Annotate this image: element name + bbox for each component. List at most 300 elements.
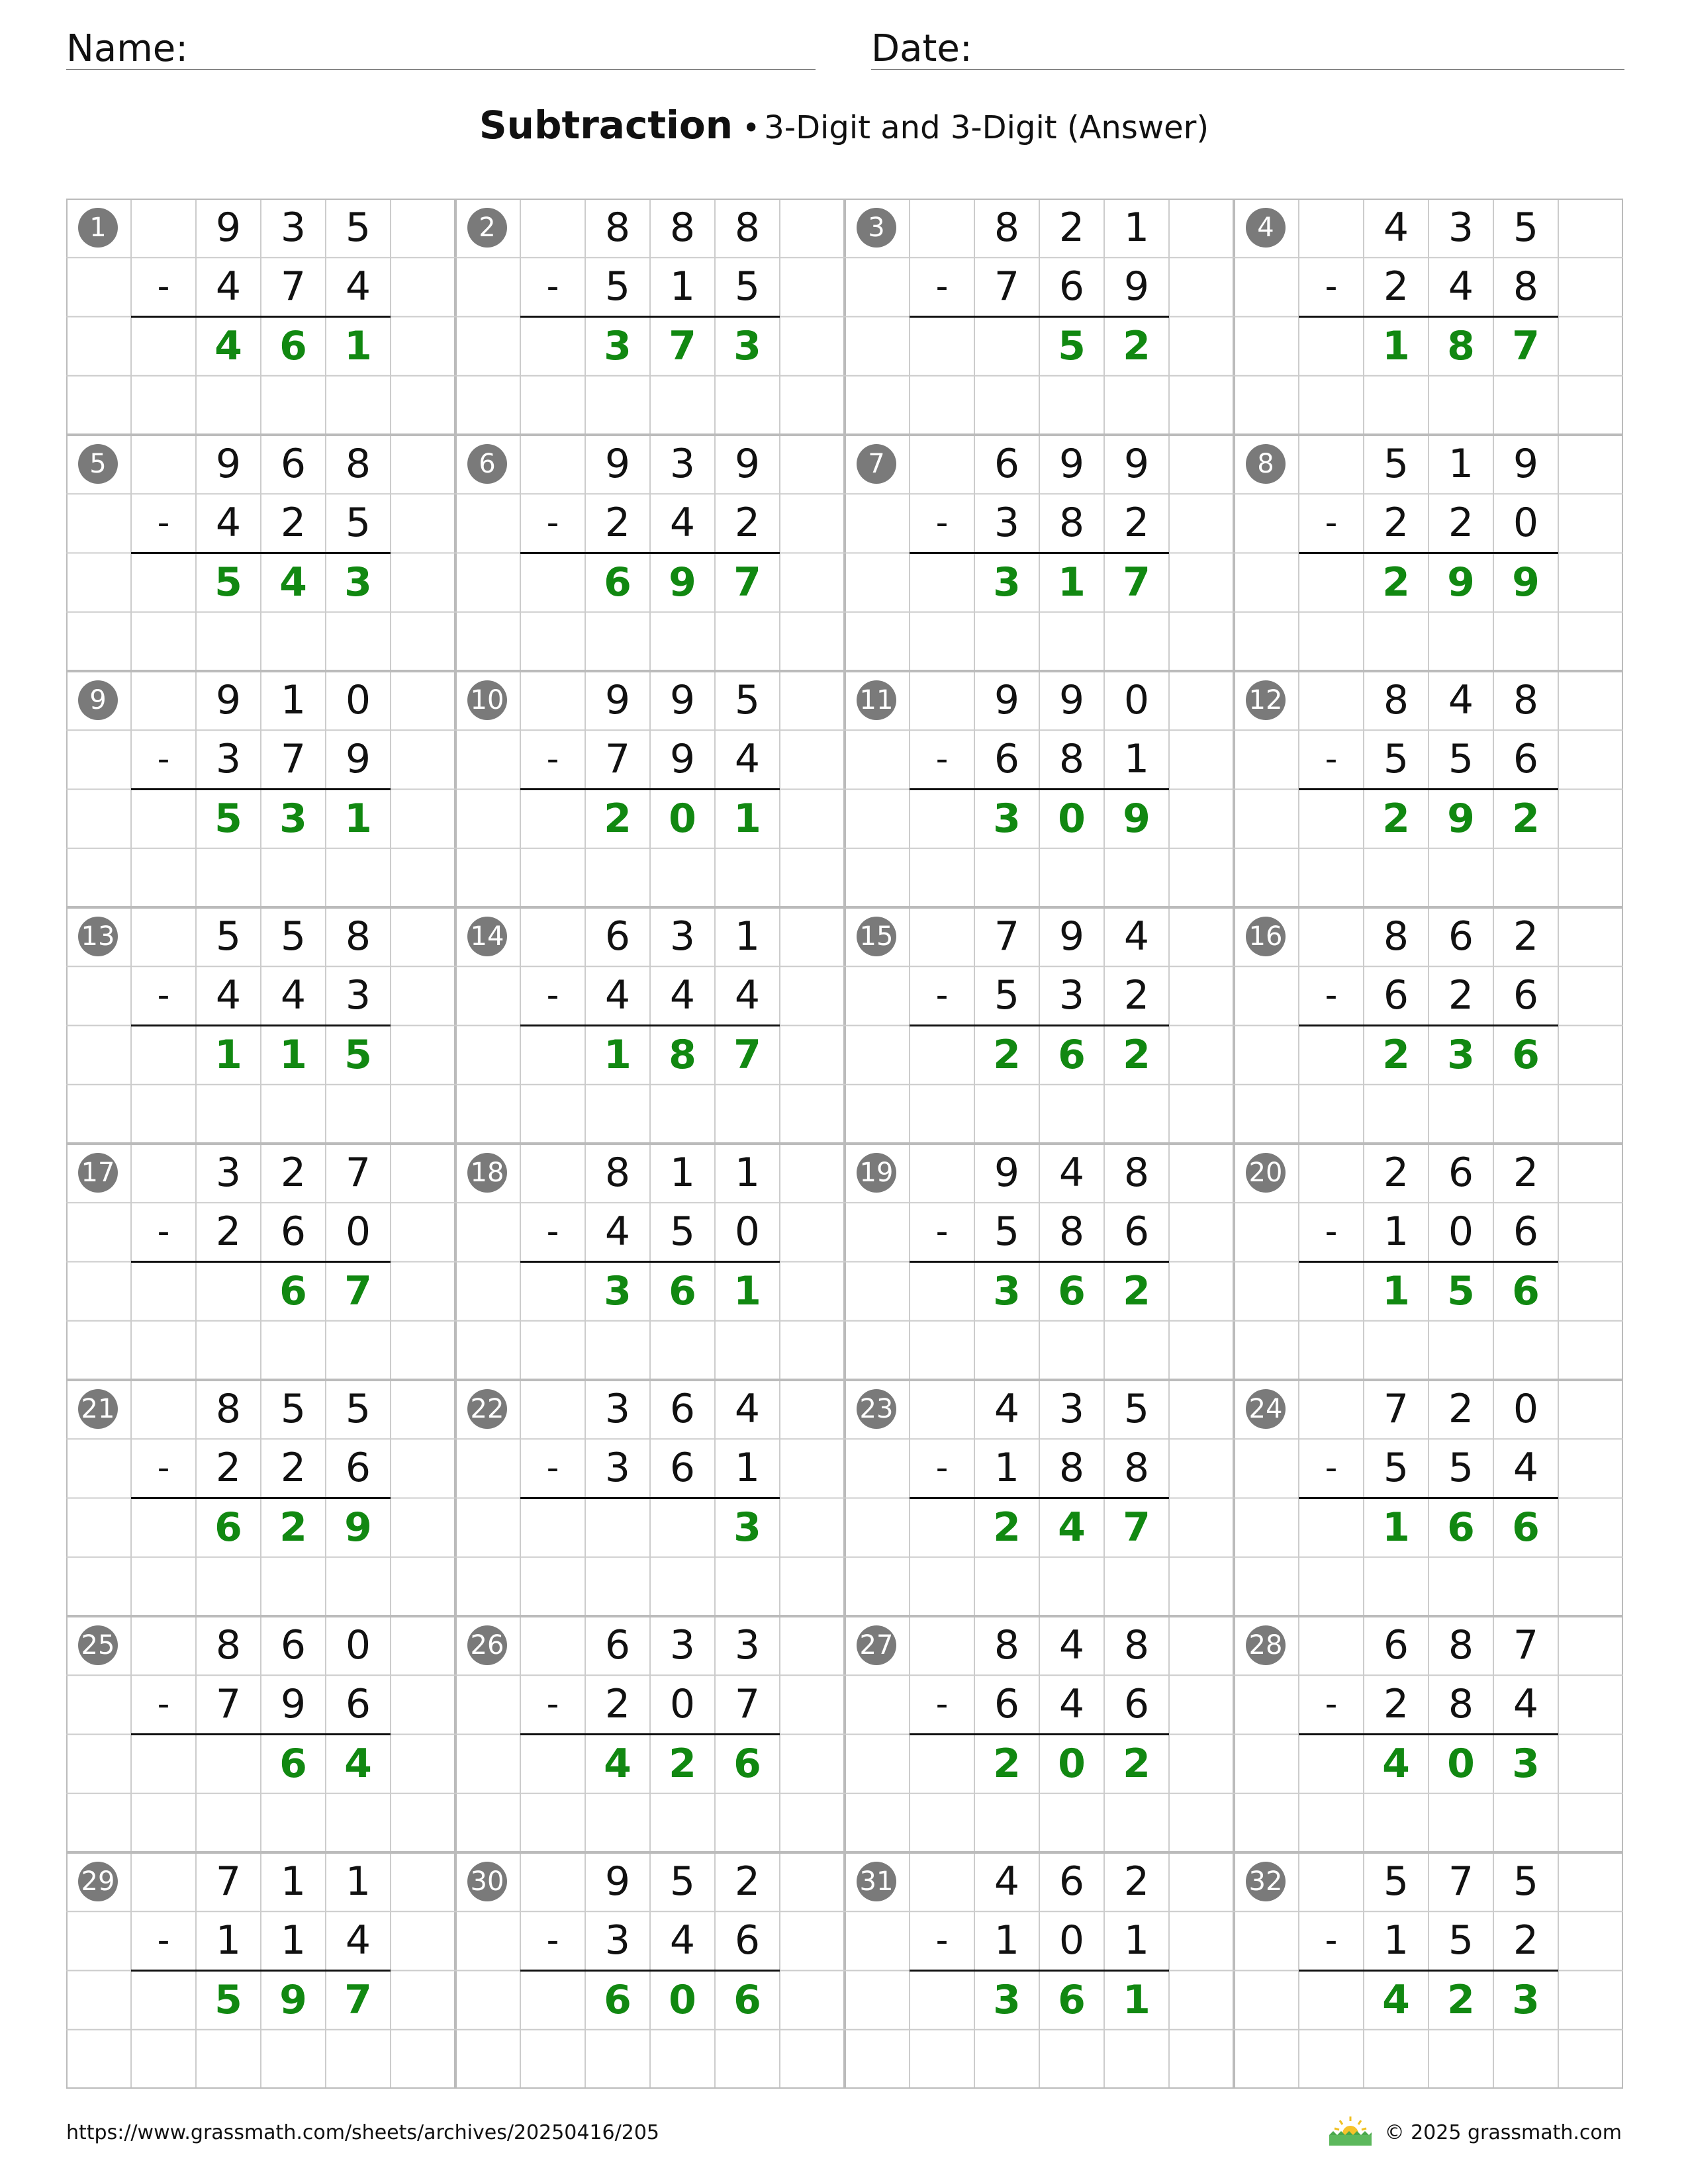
- answer-digit: 0: [669, 795, 696, 842]
- subtrahend-digit: 6: [994, 736, 1020, 783]
- minuend-digit: 8: [345, 913, 371, 960]
- subtrahend-digit: 1: [280, 1917, 306, 1964]
- minuend-digit: 8: [1448, 1622, 1474, 1668]
- answer-digit: 6: [1058, 1267, 1086, 1314]
- subtrahend-digit: 4: [1058, 1681, 1085, 1728]
- subtrahend-digit: 0: [345, 1208, 371, 1255]
- minuend-digit: 8: [994, 205, 1020, 251]
- problem-number-badge: 2: [467, 208, 507, 248]
- minuend-digit: 9: [215, 205, 242, 251]
- answer-digit: 2: [669, 1740, 696, 1787]
- answer-digit: 7: [1123, 1504, 1150, 1551]
- subtrahend-digit: 0: [669, 1681, 696, 1728]
- problem-number-badge: 13: [78, 917, 118, 956]
- minuend-digit: 1: [280, 677, 306, 723]
- answer-digit: 2: [993, 1504, 1021, 1551]
- subtrahend-digit: 6: [1383, 972, 1409, 1019]
- subtrahend-digit: 2: [1383, 263, 1409, 310]
- subtrahend-digit: 7: [280, 736, 306, 783]
- answer-digit: 6: [1447, 1504, 1475, 1551]
- subtrahend-digit: 5: [669, 1208, 696, 1255]
- subtrahend-digit: 5: [994, 972, 1020, 1019]
- answer-digit: 6: [1512, 1267, 1540, 1314]
- subtrahend-digit: 1: [994, 1445, 1020, 1492]
- page-title: [0, 103, 1688, 148]
- problem-number-badge: 14: [467, 917, 507, 956]
- answer-digit: 1: [604, 1031, 632, 1078]
- minus-sign: -: [157, 1684, 170, 1725]
- subtrahend-digit: 0: [1058, 1917, 1085, 1964]
- minuend-digit: 3: [669, 441, 696, 487]
- subtrahend-digit: 8: [1058, 736, 1085, 783]
- answer-digit: 4: [1382, 1740, 1410, 1787]
- subtrahend-digit: 1: [1123, 1917, 1150, 1964]
- subtrahend-digit: 4: [669, 500, 696, 547]
- minus-sign: -: [1325, 1921, 1338, 1961]
- subtrahend-digit: 4: [1448, 263, 1474, 310]
- subtrahend-digit: 3: [604, 1917, 631, 1964]
- answer-digit: 6: [669, 1267, 696, 1314]
- answer-digit: 3: [344, 559, 372, 606]
- problem-number-badge: 7: [857, 444, 896, 484]
- answer-digit: 4: [214, 322, 242, 369]
- answer-digit: 4: [1058, 1504, 1086, 1551]
- minus-sign: -: [546, 976, 559, 1016]
- subtrahend-digit: 0: [1448, 1208, 1474, 1255]
- answer-digit: 2: [1447, 1976, 1475, 2023]
- answer-digit: 5: [214, 559, 242, 606]
- minuend-digit: 5: [215, 913, 242, 960]
- minuend-digit: 7: [345, 1150, 371, 1196]
- minus-sign: -: [1325, 267, 1338, 307]
- answer-digit: 6: [214, 1504, 242, 1551]
- answer-digit: 2: [1382, 559, 1410, 606]
- answer-digit: 3: [1512, 1740, 1540, 1787]
- subtrahend-digit: 1: [994, 1917, 1020, 1964]
- answer-digit: 7: [1123, 559, 1150, 606]
- problem-number-badge: 25: [78, 1625, 118, 1665]
- footer-copyright: © 2025 grassmath.com: [1384, 2121, 1622, 2144]
- answer-digit: 1: [1382, 1267, 1410, 1314]
- minuend-digit: 1: [280, 1858, 306, 1905]
- answer-digit: 6: [1512, 1504, 1540, 1551]
- answer-digit: 0: [669, 1976, 696, 2023]
- subtrahend-digit: 1: [1383, 1208, 1409, 1255]
- subtrahend-digit: 6: [1513, 972, 1539, 1019]
- answer-digit: 2: [1123, 322, 1150, 369]
- minus-sign: -: [157, 1212, 170, 1252]
- minuend-digit: 8: [604, 205, 631, 251]
- minuend-digit: 2: [1123, 1858, 1150, 1905]
- minuend-digit: 5: [1383, 441, 1409, 487]
- minuend-digit: 8: [1123, 1622, 1150, 1668]
- minus-sign: -: [935, 976, 949, 1016]
- subtrahend-digit: 3: [994, 500, 1020, 547]
- subtrahend-digit: 1: [669, 263, 696, 310]
- subtrahend-digit: 3: [1058, 972, 1085, 1019]
- minuend-digit: 2: [1058, 205, 1085, 251]
- subtrahend-digit: 9: [280, 1681, 306, 1728]
- answer-digit: 6: [1058, 1031, 1086, 1078]
- answer-digit: 2: [1123, 1031, 1150, 1078]
- minuend-digit: 6: [604, 1622, 631, 1668]
- minuend-digit: 1: [669, 1150, 696, 1196]
- minuend-digit: 9: [1058, 913, 1085, 960]
- name-field[interactable]: [66, 24, 816, 70]
- subtrahend-digit: 3: [215, 736, 242, 783]
- subtrahend-digit: 7: [604, 736, 631, 783]
- minus-sign: -: [935, 739, 949, 780]
- answer-digit: 3: [733, 322, 761, 369]
- minuend-digit: 5: [1383, 1858, 1409, 1905]
- answer-digit: 1: [344, 322, 372, 369]
- minuend-digit: 5: [669, 1858, 696, 1905]
- minus-sign: -: [1325, 1684, 1338, 1725]
- problem-number-badge: 17: [78, 1153, 118, 1193]
- date-field[interactable]: [871, 24, 1624, 70]
- minus-sign: -: [546, 503, 559, 543]
- answer-digit: 1: [214, 1031, 242, 1078]
- answer-digit: 6: [733, 1976, 761, 2023]
- minus-sign: -: [935, 503, 949, 543]
- minuend-digit: 9: [669, 677, 696, 723]
- problem-number-badge: 18: [467, 1153, 507, 1193]
- minus-sign: -: [157, 1448, 170, 1488]
- subtrahend-digit: 4: [734, 736, 761, 783]
- minuend-digit: 2: [1448, 1386, 1474, 1432]
- subtrahend-digit: 2: [280, 1445, 306, 1492]
- answer-digit: 9: [1447, 559, 1475, 606]
- problem-number-badge: 19: [857, 1153, 896, 1193]
- minus-sign: -: [935, 1212, 949, 1252]
- minuend-digit: 4: [1123, 913, 1150, 960]
- answer-digit: 9: [344, 1504, 372, 1551]
- answer-digit: 9: [1123, 795, 1150, 842]
- problem-number-badge: 20: [1246, 1153, 1286, 1193]
- answer-digit: 1: [1382, 322, 1410, 369]
- subtrahend-digit: 2: [1513, 1917, 1539, 1964]
- answer-digit: 0: [1058, 1740, 1086, 1787]
- minuend-digit: 7: [215, 1858, 242, 1905]
- minus-sign: -: [935, 1448, 949, 1488]
- subtrahend-digit: 8: [1513, 263, 1539, 310]
- subtrahend-digit: 2: [1123, 972, 1150, 1019]
- minuend-digit: 8: [1123, 1150, 1150, 1196]
- subtrahend-digit: 6: [345, 1445, 371, 1492]
- answer-digit: 7: [1512, 322, 1540, 369]
- answer-digit: 8: [669, 1031, 696, 1078]
- minus-sign: -: [157, 503, 170, 543]
- minuend-digit: 2: [1383, 1150, 1409, 1196]
- minuend-digit: 9: [604, 677, 631, 723]
- subtrahend-digit: 5: [345, 500, 371, 547]
- subtrahend-digit: 4: [280, 972, 306, 1019]
- answer-digit: 1: [1058, 559, 1086, 606]
- minuend-digit: 4: [1448, 677, 1474, 723]
- answer-digit: 3: [993, 1267, 1021, 1314]
- minuend-digit: 6: [1058, 1858, 1085, 1905]
- minuend-digit: 7: [994, 913, 1020, 960]
- problem-number-badge: 10: [467, 680, 507, 720]
- minus-sign: -: [935, 267, 949, 307]
- answer-digit: 2: [1123, 1740, 1150, 1787]
- answer-digit: 3: [1512, 1976, 1540, 2023]
- minus-sign: -: [1325, 503, 1338, 543]
- answer-digit: 7: [344, 1267, 372, 1314]
- subtrahend-digit: 8: [1058, 500, 1085, 547]
- problem-number-badge: 9: [78, 680, 118, 720]
- minus-sign: -: [935, 1921, 949, 1961]
- minuend-digit: 5: [734, 677, 761, 723]
- minuend-digit: 8: [604, 1150, 631, 1196]
- minuend-digit: 3: [734, 1622, 761, 1668]
- minuend-digit: 9: [994, 677, 1020, 723]
- subtrahend-digit: 1: [215, 1917, 242, 1964]
- subtrahend-digit: 6: [669, 1445, 696, 1492]
- subtrahend-digit: 6: [1513, 1208, 1539, 1255]
- subtrahend-digit: 2: [1448, 500, 1474, 547]
- minuend-digit: 5: [280, 913, 306, 960]
- minuend-digit: 2: [1513, 913, 1539, 960]
- minuend-digit: 9: [1058, 441, 1085, 487]
- minuend-digit: 6: [280, 441, 306, 487]
- minuend-digit: 8: [734, 205, 761, 251]
- minuend-digit: 1: [1448, 441, 1474, 487]
- problem-number-badge: 23: [857, 1389, 896, 1429]
- minuend-digit: 8: [345, 441, 371, 487]
- minuend-digit: 9: [734, 441, 761, 487]
- subtrahend-digit: 6: [1513, 736, 1539, 783]
- answer-digit: 2: [1512, 795, 1540, 842]
- minuend-digit: 4: [1383, 205, 1409, 251]
- minuend-digit: 5: [1513, 1858, 1539, 1905]
- minuend-digit: 8: [994, 1622, 1020, 1668]
- subtrahend-digit: 6: [734, 1917, 761, 1964]
- answer-digit: 1: [1123, 1976, 1150, 2023]
- minus-sign: -: [546, 1921, 559, 1961]
- minuend-digit: 1: [734, 913, 761, 960]
- subtrahend-digit: 5: [1383, 736, 1409, 783]
- minuend-digit: 4: [994, 1386, 1020, 1432]
- minus-sign: -: [157, 739, 170, 780]
- subtrahend-digit: 6: [1123, 1208, 1150, 1255]
- answer-digit: 6: [1058, 1976, 1086, 2023]
- minuend-digit: 6: [1448, 1150, 1474, 1196]
- minus-sign: -: [546, 267, 559, 307]
- sun-over-grass-icon: [1327, 2115, 1374, 2147]
- answer-digit: 6: [733, 1740, 761, 1787]
- minus-sign: -: [1325, 976, 1338, 1016]
- problem-number-badge: 4: [1246, 208, 1286, 248]
- problem-number-badge: 3: [857, 208, 896, 248]
- minuend-digit: 6: [669, 1386, 696, 1432]
- answer-digit: 9: [669, 559, 696, 606]
- answer-digit: 2: [1382, 1031, 1410, 1078]
- minuend-digit: 0: [1513, 1386, 1539, 1432]
- subtrahend-digit: 2: [215, 1445, 242, 1492]
- subtrahend-digit: 5: [604, 263, 631, 310]
- minuend-digit: 8: [669, 205, 696, 251]
- problem-number-badge: 8: [1246, 444, 1286, 484]
- answer-digit: 3: [279, 795, 307, 842]
- subtrahend-digit: 1: [1383, 1917, 1409, 1964]
- minuend-digit: 5: [1513, 205, 1539, 251]
- minuend-digit: 9: [1123, 441, 1150, 487]
- minuend-digit: 3: [280, 205, 306, 251]
- answer-digit: 3: [993, 1976, 1021, 2023]
- problem-number-badge: 6: [467, 444, 507, 484]
- answer-digit: 2: [993, 1740, 1021, 1787]
- subtrahend-digit: 9: [1123, 263, 1150, 310]
- answer-digit: 8: [1447, 322, 1475, 369]
- problem-number-badge: 11: [857, 680, 896, 720]
- minuend-digit: 1: [345, 1858, 371, 1905]
- answer-digit: 2: [1123, 1267, 1150, 1314]
- subtrahend-digit: 2: [1383, 500, 1409, 547]
- answer-digit: 2: [993, 1031, 1021, 1078]
- subtrahend-digit: 8: [1058, 1208, 1085, 1255]
- answer-digit: 1: [733, 1267, 761, 1314]
- problem-number-badge: 24: [1246, 1389, 1286, 1429]
- subtrahend-digit: 6: [280, 1208, 306, 1255]
- title-main: Subtraction: [479, 103, 733, 148]
- title-subtitle: 3-Digit and 3-Digit (Answer): [764, 109, 1209, 146]
- subtrahend-digit: 5: [1383, 1445, 1409, 1492]
- subtrahend-digit: 2: [280, 500, 306, 547]
- answer-digit: 5: [214, 795, 242, 842]
- subtrahend-digit: 2: [1123, 500, 1150, 547]
- subtrahend-digit: 4: [669, 1917, 696, 1964]
- minuend-digit: 5: [345, 205, 371, 251]
- subtrahend-digit: 2: [604, 1681, 631, 1728]
- minuend-digit: 8: [1383, 913, 1409, 960]
- answer-digit: 3: [1447, 1031, 1475, 1078]
- answer-digit: 6: [604, 1976, 632, 2023]
- subtrahend-digit: 5: [994, 1208, 1020, 1255]
- problem-number-badge: 31: [857, 1862, 896, 1901]
- subtrahend-digit: 2: [604, 500, 631, 547]
- minuend-digit: 3: [669, 913, 696, 960]
- answer-digit: 2: [279, 1504, 307, 1551]
- subtrahend-digit: 3: [345, 972, 371, 1019]
- subtrahend-digit: 4: [1513, 1681, 1539, 1728]
- problem-number-badge: 12: [1246, 680, 1286, 720]
- answer-digit: 3: [993, 559, 1021, 606]
- minuend-digit: 3: [1448, 205, 1474, 251]
- title-separator: •: [742, 110, 761, 146]
- subtrahend-digit: 4: [1513, 1445, 1539, 1492]
- minuend-digit: 1: [734, 1150, 761, 1196]
- subtrahend-digit: 5: [1448, 1917, 1474, 1964]
- minus-sign: -: [1325, 1448, 1338, 1488]
- minuend-digit: 6: [604, 913, 631, 960]
- answer-digit: 6: [279, 1267, 307, 1314]
- subtrahend-digit: 4: [604, 1208, 631, 1255]
- answer-digit: 5: [344, 1031, 372, 1078]
- minuend-digit: 8: [1383, 677, 1409, 723]
- subtrahend-digit: 8: [1123, 1445, 1150, 1492]
- minuend-digit: 3: [604, 1386, 631, 1432]
- subtrahend-digit: 4: [734, 972, 761, 1019]
- subtrahend-digit: 2: [1448, 972, 1474, 1019]
- subtrahend-digit: 2: [1383, 1681, 1409, 1728]
- name-label: Name:: [66, 27, 189, 70]
- answer-digit: 0: [1447, 1740, 1475, 1787]
- minuend-digit: 6: [994, 441, 1020, 487]
- minuend-digit: 5: [1123, 1386, 1150, 1432]
- problem-number-badge: 30: [467, 1862, 507, 1901]
- answer-digit: 4: [344, 1740, 372, 1787]
- answer-digit: 1: [279, 1031, 307, 1078]
- minus-sign: -: [546, 1212, 559, 1252]
- minus-sign: -: [157, 267, 170, 307]
- problem-number-badge: 16: [1246, 917, 1286, 956]
- answer-digit: 6: [1512, 1031, 1540, 1078]
- minuend-digit: 1: [1123, 205, 1150, 251]
- answer-digit: 5: [1447, 1267, 1475, 1314]
- minus-sign: -: [546, 1448, 559, 1488]
- subtrahend-digit: 5: [1448, 1445, 1474, 1492]
- subtrahend-digit: 0: [1513, 500, 1539, 547]
- subtrahend-digit: 6: [994, 1681, 1020, 1728]
- minuend-digit: 8: [215, 1622, 242, 1668]
- answer-digit: 6: [279, 322, 307, 369]
- answer-digit: 0: [1058, 795, 1086, 842]
- subtrahend-digit: 6: [345, 1681, 371, 1728]
- answer-digit: 7: [344, 1976, 372, 2023]
- problem-number-badge: 15: [857, 917, 896, 956]
- subtrahend-digit: 1: [734, 1445, 761, 1492]
- minuend-digit: 0: [345, 1622, 371, 1668]
- subtrahend-digit: 6: [1123, 1681, 1150, 1728]
- subtrahend-digit: 7: [994, 263, 1020, 310]
- answer-digit: 4: [1382, 1976, 1410, 2023]
- answer-digit: 9: [1447, 795, 1475, 842]
- subtrahend-digit: 5: [734, 263, 761, 310]
- problem-number-badge: 5: [78, 444, 118, 484]
- subtrahend-digit: 9: [669, 736, 696, 783]
- subtrahend-digit: 4: [215, 263, 242, 310]
- answer-digit: 9: [279, 1976, 307, 2023]
- answer-digit: 5: [214, 1976, 242, 2023]
- subtrahend-digit: 7: [734, 1681, 761, 1728]
- answer-digit: 3: [604, 1267, 632, 1314]
- minuend-digit: 6: [1383, 1622, 1409, 1668]
- answer-digit: 1: [1382, 1504, 1410, 1551]
- subtrahend-digit: 5: [1448, 736, 1474, 783]
- answer-digit: 3: [993, 795, 1021, 842]
- problem-number-badge: 28: [1246, 1625, 1286, 1665]
- minuend-digit: 9: [994, 1150, 1020, 1196]
- answer-digit: 9: [1512, 559, 1540, 606]
- minus-sign: -: [157, 1921, 170, 1961]
- minus-sign: -: [546, 1684, 559, 1725]
- problem-number-badge: 26: [467, 1625, 507, 1665]
- minuend-digit: 6: [1448, 913, 1474, 960]
- subtrahend-digit: 2: [215, 1208, 242, 1255]
- date-label: Date:: [871, 27, 972, 70]
- subtrahend-digit: 3: [604, 1445, 631, 1492]
- worksheet-grid: [66, 199, 1623, 2089]
- answer-digit: 3: [733, 1504, 761, 1551]
- minuend-digit: 8: [215, 1386, 242, 1432]
- subtrahend-digit: 9: [345, 736, 371, 783]
- subtrahend-digit: 8: [1058, 1445, 1085, 1492]
- minus-sign: -: [546, 739, 559, 780]
- subtrahend-digit: 4: [345, 1917, 371, 1964]
- subtrahend-digit: 7: [280, 263, 306, 310]
- subtrahend-digit: 1: [1123, 736, 1150, 783]
